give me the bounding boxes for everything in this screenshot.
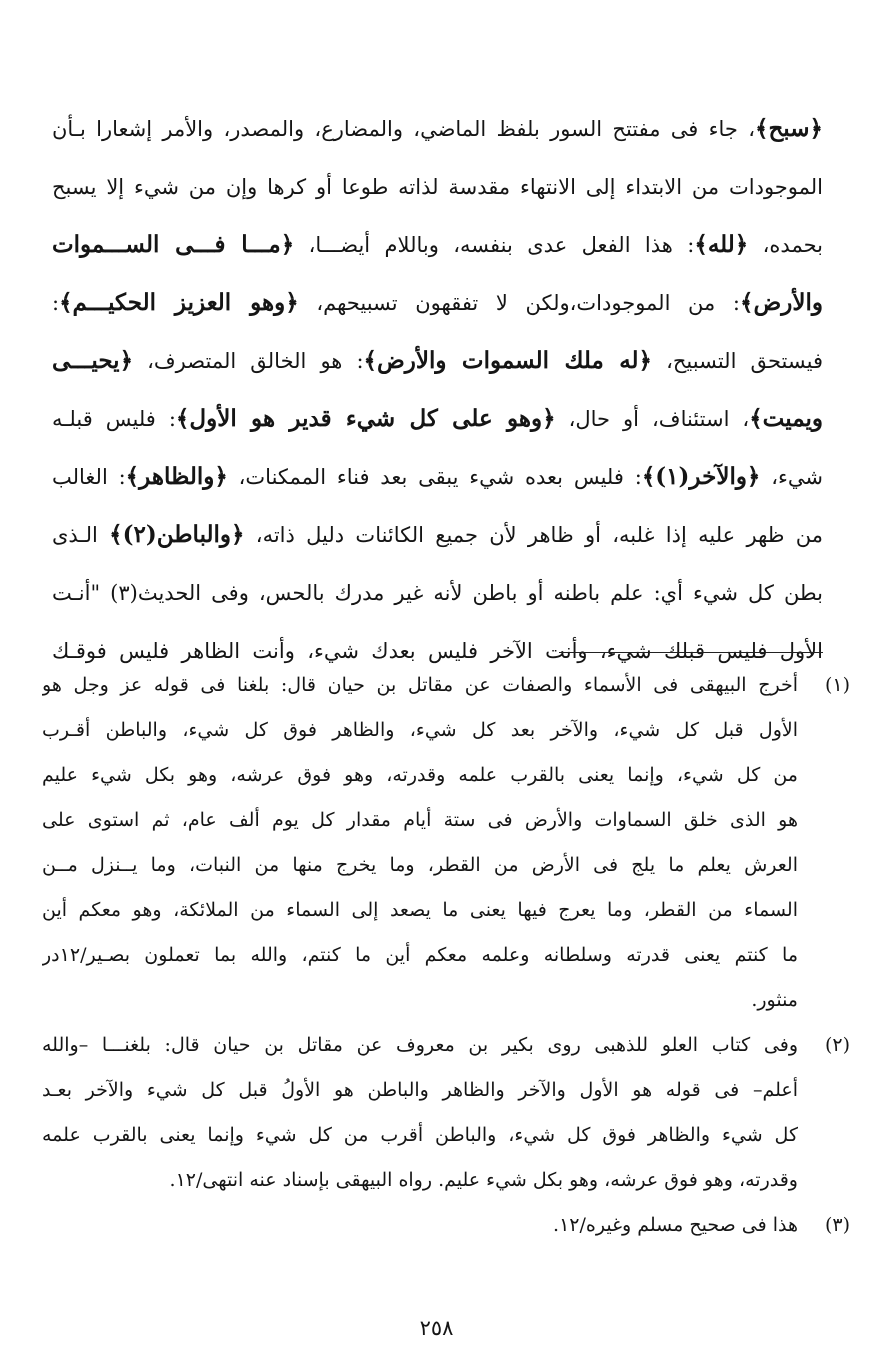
text-segment: : هو الخالق المتصرف، xyxy=(133,349,364,373)
quran-quote: ﴿والباطن(٢)﴾ xyxy=(109,521,245,548)
footnote xyxy=(42,663,850,1023)
quran-quote: والأرض﴾ xyxy=(739,289,823,316)
text-segment: : xyxy=(52,291,60,315)
footnote-line: منثور. xyxy=(751,989,798,1011)
footnote xyxy=(42,1203,850,1248)
footnote-number: (٣) xyxy=(824,1214,850,1236)
footnote-number: (٢) xyxy=(824,1034,850,1056)
quran-quote: ﴿يحيـــى xyxy=(52,347,134,374)
text-segment: الـذى xyxy=(52,523,110,547)
footnote-line: كل شيء والظاهر فوق كل شيء، والباطن أقرب من كل شيء وإنما يعنى بالقرب علمه xyxy=(42,1124,798,1146)
text-line xyxy=(52,506,823,564)
footnote-separator xyxy=(559,652,823,653)
text-line xyxy=(52,216,823,274)
footnote-line: هذا فى صحيح مسلم وغيره/١٢. xyxy=(553,1214,798,1236)
footnote-line: ما كنتم يعنى قدرته وسلطانه وعلمه معكم أين ما كنتم، والله بما تعملون بصـير/١٢در xyxy=(42,944,798,966)
text-segment: : الغالب xyxy=(52,465,126,489)
text-segment: بطن كل شيء أي: علم باطنه أو باطن لأنه غير مدرك بالحس، وفى الحديث(٣) "أنـت xyxy=(52,581,823,605)
footnote-line: أخرج البيهقى فى الأسماء والصفات عن مقاتل بن حيان قال: بلغنا فى قوله عز وجل هو xyxy=(42,674,798,696)
footnote-line: من كل شيء، وإنما يعنى بالقرب علمه وقدرته، وهو فوق عرشه، وهو بكل شيء عليم xyxy=(42,764,798,786)
text-segment: : فليس قبلـه xyxy=(52,407,176,431)
footnote-line: أعلم– فى قوله هو الأول والآخر والظاهر والباطن هو الأولُ قبل كل شيء والآخر بعـد xyxy=(42,1079,798,1101)
text-line xyxy=(52,564,823,622)
text-segment: الأول فليس قبلك شيء، وأنت الآخر فليس بعدك شيء، وأنت الظاهر فليس فوقـك xyxy=(52,639,823,663)
footnote-line: العرش يعلم ما يلج فى الأرض من القطر، وما يخرج منها من النبات، وما يــنزل مــن xyxy=(42,854,798,876)
footnote-number: (١) xyxy=(824,674,850,696)
text-segment: من ظهر عليه إذا غلبه، أو ظاهر لأن جميع الكائنات دليل ذاته، xyxy=(244,523,823,547)
quran-quote: ويميت﴾ xyxy=(749,405,823,432)
text-line xyxy=(52,158,823,216)
text-segment: بحمده، xyxy=(748,233,823,257)
footnote xyxy=(42,1023,850,1203)
quran-quote: ﴿سبح﴾ xyxy=(754,115,823,142)
quran-quote: ﴿وهو على كل شيء قدير هو الأول﴾ xyxy=(175,405,556,432)
quran-quote: ﴿والآخر(١)﴾ xyxy=(641,463,761,490)
main-text xyxy=(52,100,823,680)
footnote-line: هو الذى خلق السماوات والأرض فى ستة أيام مقدار كل يوم ألف عام، ثم استوى على xyxy=(42,809,798,831)
quran-quote: ﴿لله﴾ xyxy=(694,231,749,258)
text-line xyxy=(52,332,823,390)
quran-quote: ﴿له ملك السموات والأرض﴾ xyxy=(363,347,653,374)
text-segment: : من الموجودات،ولكن لا تفقهون تسبيحهم، xyxy=(298,291,740,315)
footnote-line: الأول قبل كل شيء، والآخر بعد كل شيء، والظاهر فوق كل شيء، والباطن أقـرب xyxy=(42,719,798,741)
page-number: ٢٥٨ xyxy=(419,1316,454,1340)
text-segment: : هذا الفعل عدى بنفسه، وباللام أيضـــا، xyxy=(294,233,695,257)
text-segment: شيء، xyxy=(760,465,823,489)
text-segment: ، استئناف، أو حال، xyxy=(555,407,750,431)
text-line xyxy=(52,274,823,332)
text-line xyxy=(52,390,823,448)
footnotes xyxy=(42,663,850,1248)
footnote-line: وفى كتاب العلو للذهبى روى بكير بن معروف عن مقاتل بن حيان قال: بلغنـــا –والله xyxy=(42,1034,798,1056)
quran-quote: ﴿مـــا فـــى الســـموات xyxy=(52,231,295,258)
text-line xyxy=(52,100,823,158)
text-segment: الموجودات من الابتداء إلى الانتهاء مقدسة لذاته طوعا أو كرها وإن من شيء إلا يسبح xyxy=(52,175,823,199)
text-segment: فيستحق التسبيح، xyxy=(652,349,823,373)
quran-quote: ﴿والظاهر﴾ xyxy=(125,463,228,490)
footnote-line: السماء من القطر، وما يعرج فيها يعنى ما يصعد إلى السماء من الملائكة، وهو معكم أين xyxy=(42,899,798,921)
text-segment: ، جاء فى مفتتح السور بلفظ الماضي، والمضارع، والمصدر، والأمر إشعارا بـأن xyxy=(52,117,755,141)
quran-quote: ﴿وهو العزيز الحكيـــم﴾ xyxy=(59,289,299,316)
text-line xyxy=(52,448,823,506)
footnote-line: وقدرته، وهو فوق عرشه، وهو بكل شيء عليم. رواه البيهقى بإسناد عنه انتهى/١٢. xyxy=(169,1169,798,1191)
text-segment: : فليس بعده شيء يبقى بعد فناء الممكنات، xyxy=(227,465,642,489)
